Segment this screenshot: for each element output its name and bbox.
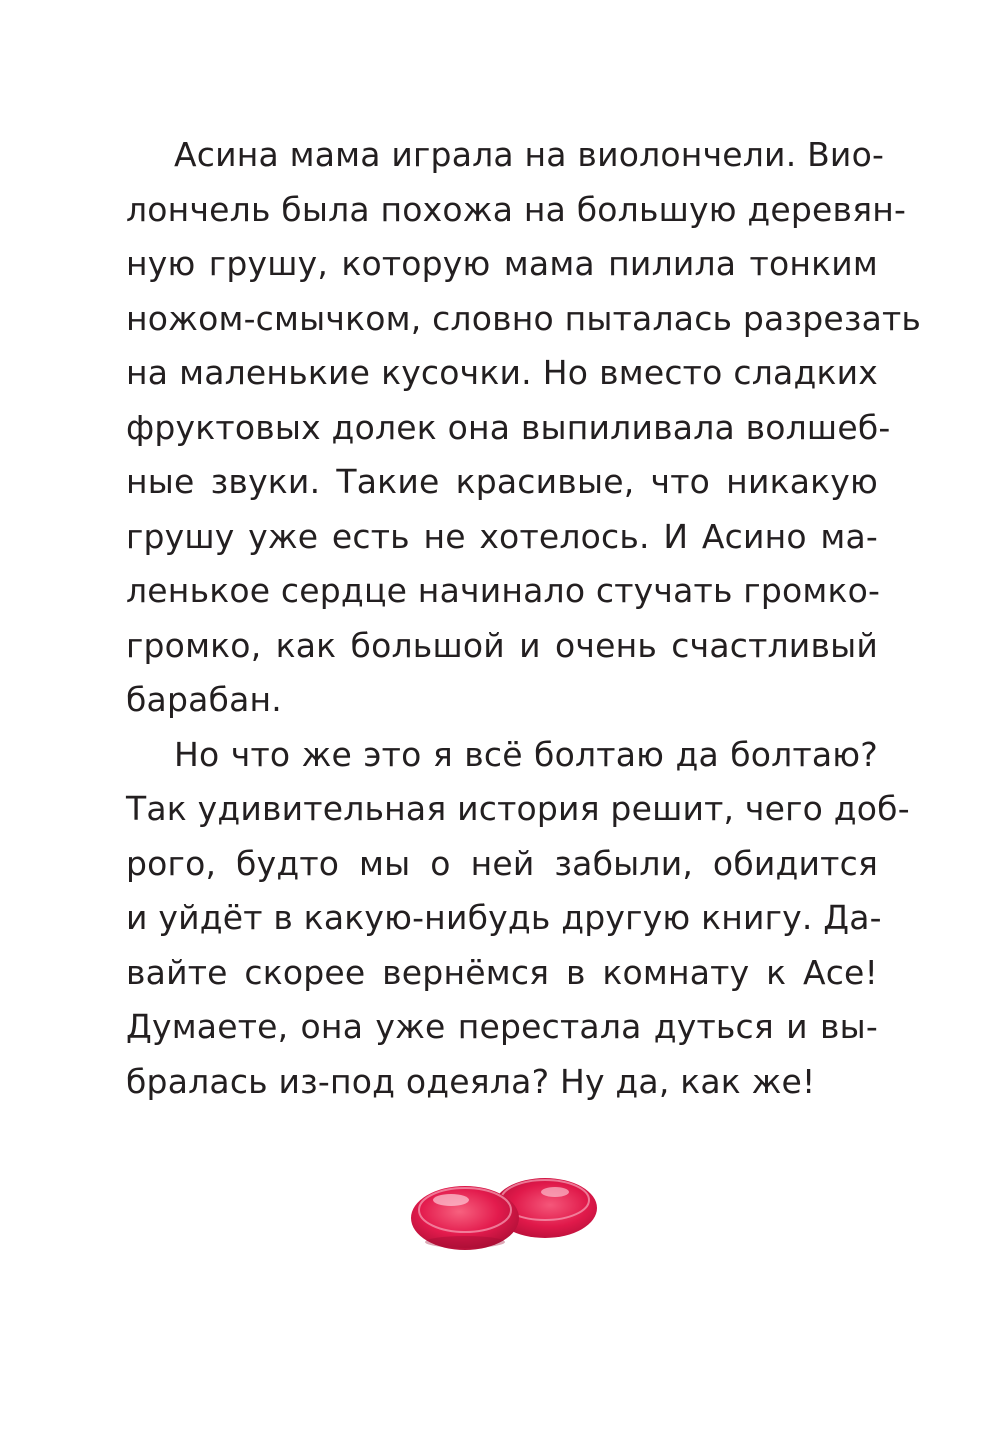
text-line: фруктовых долек она выпиливала волшеб-: [126, 407, 891, 447]
paragraph-1: [126, 128, 922, 728]
text-line: ножом-смычком, словно пыталась разрезать: [126, 298, 922, 338]
text-line: Так удивительная история решит, чего доб-: [126, 789, 910, 828]
text-line: рого, будто мы о ней забыли, обидится: [126, 843, 878, 883]
text-line: на маленькие кусочки. Но вместо сладких: [126, 353, 878, 392]
text-line: ленькое сердце начинало стучать громко-: [126, 571, 881, 610]
text-line: вайте скорее вернёмся в комнату к Асе!: [126, 952, 878, 992]
text-line: и уйдёт в какую-нибудь другую книгу. Да-: [126, 898, 882, 937]
text-line: ные звуки. Такие красивые, что никакую: [126, 462, 878, 501]
text-line: барабан.: [126, 680, 282, 719]
text-line: Но что же это я всё болтаю да болтаю?: [174, 734, 878, 774]
text-line: громко, как большой и очень счастливый: [126, 625, 878, 665]
body-text: [126, 128, 922, 1109]
candy-front-shape: [411, 1186, 519, 1250]
text-line: грушу уже есть не хотелось. И Асино ма-: [126, 516, 878, 556]
text-line: бралась из-под одеяла? Ну да, как же!: [126, 1061, 816, 1101]
paragraph-2: [126, 728, 910, 1110]
text-line: Асина мама играла на виолончели. Вио-: [174, 135, 885, 174]
text-line: лончель была похожа на большую деревян-: [126, 189, 907, 229]
text-line: Думаете, она уже перестала дуться и вы-: [126, 1007, 878, 1046]
text-line: ную грушу, которую мама пилила тонким: [126, 244, 878, 283]
candy-illustration: [405, 1160, 605, 1260]
